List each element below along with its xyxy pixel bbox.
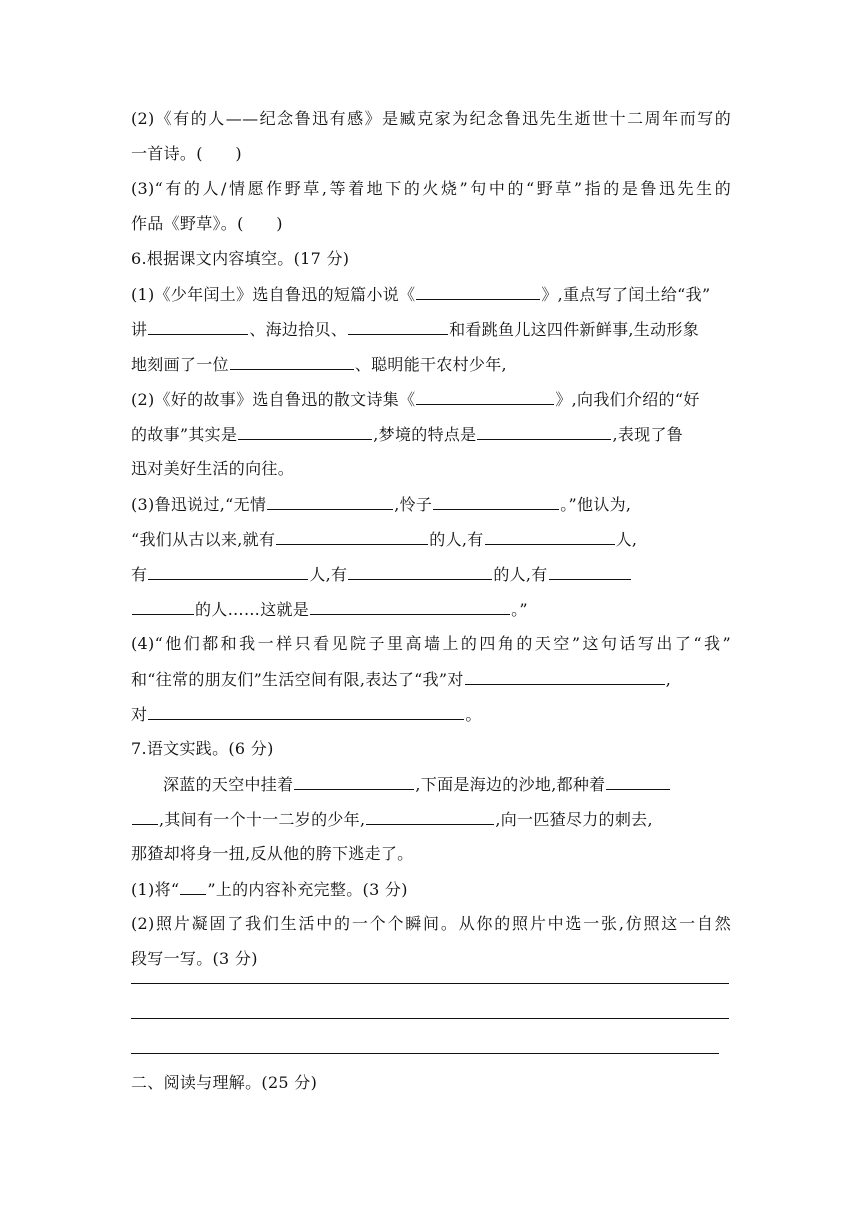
q7-passage-line3: 那猹却将身一扭,反从他的胯下逃走了。 bbox=[131, 844, 414, 863]
q6-i2-text-b: 》,向我们介绍的“好 bbox=[555, 390, 700, 409]
answer-blank[interactable] bbox=[485, 528, 615, 545]
q5-item3-line2: 作品《野草》。( ) bbox=[131, 214, 283, 233]
q7-passage-line1 bbox=[163, 773, 671, 796]
answer-blank[interactable] bbox=[477, 423, 611, 440]
answer-blank[interactable] bbox=[148, 563, 308, 580]
q6-i2-text-e: ,表现了鲁 bbox=[612, 425, 684, 444]
q6-item3-line3 bbox=[131, 563, 632, 586]
q6-i3-text-c: 。”他认为, bbox=[560, 495, 632, 514]
q6-item3-line1 bbox=[131, 493, 631, 516]
q6-i4-text-e: 。 bbox=[465, 705, 482, 724]
answer-blank[interactable] bbox=[348, 318, 448, 335]
q6-i4-text-c: , bbox=[665, 670, 672, 689]
writing-line[interactable] bbox=[131, 983, 729, 984]
q6-i3-text-i: 的人,有 bbox=[493, 565, 548, 584]
answer-blank[interactable] bbox=[465, 668, 665, 685]
answer-blank[interactable] bbox=[549, 563, 631, 580]
q7-sub1 bbox=[131, 878, 408, 901]
q6-i3-text-k: 。” bbox=[511, 600, 528, 619]
q5-item3-line1: (3)“有的人/情愿作野草,等着地下的火烧”句中的“野草”指的是鲁迅先生的 bbox=[131, 179, 731, 198]
q6-i1-text-d: 、海边拾贝、 bbox=[249, 320, 348, 339]
q6-item1-line1 bbox=[131, 283, 710, 306]
answer-blank[interactable] bbox=[267, 493, 393, 510]
answer-blank[interactable] bbox=[416, 388, 554, 405]
q7-passage-line2 bbox=[131, 808, 653, 831]
q7-heading: 7.语文实践。(6 分) bbox=[131, 739, 274, 758]
q6-item3-line4 bbox=[131, 598, 528, 621]
writing-line[interactable] bbox=[131, 1018, 729, 1019]
answer-blank[interactable] bbox=[276, 528, 428, 545]
answer-blank[interactable] bbox=[348, 563, 492, 580]
q6-item4-line2 bbox=[131, 668, 671, 691]
q6-i3-text-j: 的人……这就是 bbox=[195, 600, 310, 619]
answer-blank[interactable] bbox=[294, 773, 414, 790]
q7-s1-text-a: (1)将“ bbox=[131, 880, 180, 899]
q6-item4-line3 bbox=[131, 703, 482, 726]
answer-blank[interactable] bbox=[416, 283, 540, 300]
q6-i1-text-g: 、聪明能干农村少年, bbox=[354, 355, 507, 374]
q7-s1-text-b: ”上的内容补充完整。(3 分) bbox=[207, 880, 408, 899]
q6-i3-text-f: 人, bbox=[615, 530, 638, 549]
answer-blank[interactable] bbox=[366, 808, 494, 825]
q7-p-text-c: ,其间有一个十一二岁的少年, bbox=[159, 810, 366, 829]
q6-i3-text-e: 的人,有 bbox=[429, 530, 484, 549]
q6-i1-text-b: 》,重点写了闰土给“我” bbox=[541, 285, 711, 304]
q7-p-text-d: ,向一匹猹尽力的刺去, bbox=[495, 810, 653, 829]
q6-i2-text-a: (2)《好的故事》选自鲁迅的散文诗集《 bbox=[131, 390, 416, 409]
q6-i3-text-a: (3)鲁迅说过,“无情 bbox=[131, 495, 267, 514]
writing-line[interactable] bbox=[131, 1053, 719, 1054]
q6-i1-text-c: 讲 bbox=[131, 320, 148, 339]
q7-p-text-a: 深蓝的天空中挂着 bbox=[163, 775, 294, 794]
q6-heading: 6.根据课文内容填空。(17 分) bbox=[131, 249, 350, 268]
q6-i1-text-f: 地刻画了一位 bbox=[131, 355, 229, 374]
q6-i1-text-a: (1)《少年闰土》选自鲁迅的短篇小说《 bbox=[131, 285, 416, 304]
q6-i4-text-d: 对 bbox=[131, 705, 148, 724]
blank-marker bbox=[180, 878, 206, 895]
q6-i3-text-h: 人,有 bbox=[309, 565, 348, 584]
q6-i4-text-b: 和“往常的朋友们”生活空间有限,表达了“我”对 bbox=[131, 670, 464, 689]
answer-blank[interactable] bbox=[132, 808, 158, 825]
q6-i3-text-d: “我们从古以来,就有 bbox=[131, 530, 276, 549]
q6-item3-line2 bbox=[131, 528, 637, 551]
q6-i1-text-e: 和看跳鱼儿这四件新鲜事,生动形象 bbox=[449, 320, 700, 339]
q6-i2-text-c: 的故事”其实是 bbox=[131, 425, 238, 444]
q7-p-text-b: ,下面是海边的沙地,都种着 bbox=[415, 775, 606, 794]
q6-item1-line2 bbox=[131, 318, 699, 341]
answer-blank[interactable] bbox=[132, 598, 194, 615]
q6-item2-line1 bbox=[131, 388, 700, 411]
q6-item4-line1: (4)“他们都和我一样只看见院子里高墙上的四角的天空”这句话写出了“我” bbox=[131, 634, 731, 653]
q7-sub2-line2: 段写一写。(3 分) bbox=[131, 949, 258, 968]
q6-i3-text-g: 有 bbox=[131, 565, 148, 584]
q6-item2-line3: 迅对美好生活的向往。 bbox=[131, 459, 295, 478]
answer-blank[interactable] bbox=[230, 353, 354, 370]
q6-i3-text-b: ,怜子 bbox=[394, 495, 433, 514]
answer-blank[interactable] bbox=[433, 493, 559, 510]
q6-item2-line2 bbox=[131, 423, 683, 446]
q6-i2-text-d: ,梦境的特点是 bbox=[373, 425, 477, 444]
q6-item1-line3 bbox=[131, 353, 507, 376]
q5-item2-line1: (2)《有的人——纪念鲁迅有感》是臧克家为纪念鲁迅先生逝世十二周年而写的 bbox=[131, 109, 731, 128]
answer-blank[interactable] bbox=[148, 318, 248, 335]
answer-blank[interactable] bbox=[148, 703, 464, 720]
answer-blank[interactable] bbox=[238, 423, 372, 440]
q7-sub2-line1: (2)照片凝固了我们生活中的一个个瞬间。从你的照片中选一张,仿照这一自然 bbox=[131, 914, 731, 933]
answer-blank[interactable] bbox=[606, 773, 670, 790]
section2-heading: 二、阅读与理解。(25 分) bbox=[131, 1073, 318, 1092]
q5-item2-line2: 一首诗。( ) bbox=[131, 144, 242, 163]
answer-blank[interactable] bbox=[310, 598, 510, 615]
